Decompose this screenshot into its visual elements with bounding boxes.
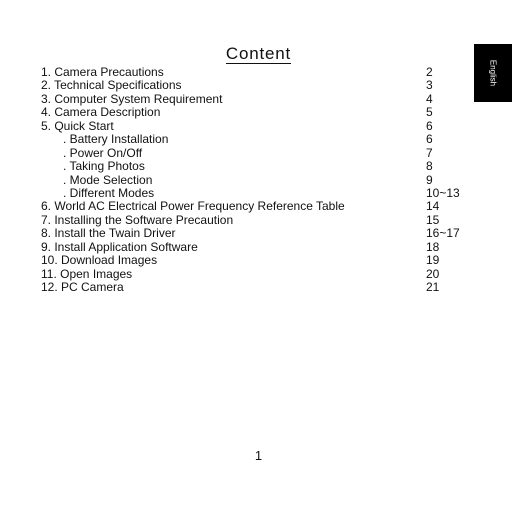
toc-entry-label: 3. Computer System Requirement	[41, 91, 223, 106]
toc-entry-page: 2	[426, 65, 433, 79]
toc-entry	[41, 281, 481, 294]
toc-entry-page: 19	[426, 253, 440, 268]
toc-subentry	[41, 147, 481, 160]
toc-entry-label: 4. Camera Description	[41, 105, 161, 120]
toc-entry-page: 15	[426, 212, 440, 227]
toc-entry-page: 5	[426, 105, 433, 120]
toc-entry-page: 18	[426, 239, 440, 254]
toc-subentry	[41, 187, 481, 200]
toc-subentry-label: . Taking Photos	[63, 159, 145, 174]
toc-entry	[41, 106, 481, 119]
toc-subentry-page: 8	[426, 159, 433, 174]
toc-entry	[41, 254, 481, 267]
toc-subentry-label: . Battery Installation	[63, 132, 169, 147]
toc-entry	[41, 200, 481, 213]
toc-entry-page: 21	[426, 280, 440, 294]
toc-entry-label: 7. Installing the Software Precaution	[41, 212, 234, 227]
toc-entry	[41, 214, 481, 227]
toc-entry	[41, 79, 481, 92]
toc-subentry-label: . Power On/Off	[63, 145, 143, 160]
toc-subentry-page: 7	[426, 145, 433, 160]
page-number: 1	[254, 448, 263, 463]
page-title	[0, 44, 517, 64]
toc-entry-page: 3	[426, 78, 433, 93]
toc-entry	[41, 268, 481, 281]
toc-entry-label: 1. Camera Precautions	[41, 65, 164, 79]
toc-entry	[41, 93, 481, 106]
toc-entry	[41, 241, 481, 254]
toc-subentry-page: 9	[426, 172, 433, 187]
toc-entry-page: 6	[426, 118, 433, 133]
toc-subentry	[41, 160, 481, 173]
toc-entry-page: 16~17	[426, 226, 460, 241]
toc-subentry-page: 6	[426, 132, 433, 147]
toc-entry-label: 10. Download Images	[41, 253, 158, 268]
toc-entry-page: 14	[426, 199, 440, 214]
toc-subentry	[41, 133, 481, 146]
toc-subentry	[41, 174, 481, 187]
toc-subentry-label: . Mode Selection	[63, 172, 153, 187]
toc-entry-label: 11. Open Images	[41, 266, 133, 281]
toc-entry	[41, 120, 481, 133]
table-of-contents	[41, 66, 481, 294]
toc-entry-page: 4	[426, 91, 433, 106]
page-title-text: Content	[225, 44, 292, 63]
toc-entry-page: 20	[426, 266, 440, 281]
toc-entry	[41, 66, 481, 79]
toc-subentry-page: 10~13	[426, 185, 460, 200]
toc-entry	[41, 227, 481, 240]
toc-entry-label: 9. Install Application Software	[41, 239, 198, 254]
toc-entry-label: 6. World AC Electrical Power Frequency Reference Table	[41, 199, 345, 214]
toc-entry-label: 12. PC Camera	[41, 280, 124, 294]
toc-entry-label: 8. Install the Twain Driver	[41, 226, 176, 241]
language-tab-label: English	[488, 59, 498, 87]
toc-entry-label: 2. Technical Specifications	[41, 78, 182, 93]
toc-entry-label: 5. Quick Start	[41, 118, 114, 133]
toc-subentry-label: . Different Modes	[63, 185, 155, 200]
